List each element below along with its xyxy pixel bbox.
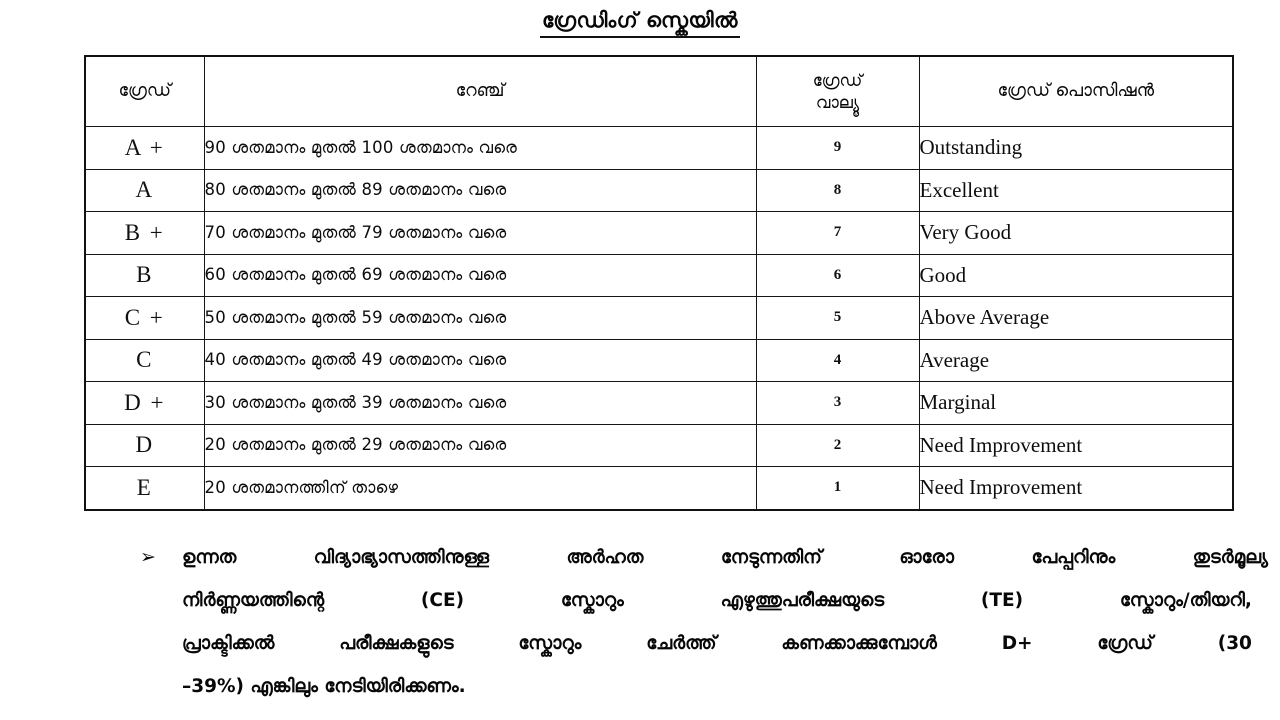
cell-grade-7: D [85, 424, 204, 467]
page-title [0, 6, 1280, 38]
cell-range-4: 50 ശതമാനം മുതൽ 59 ശതമാനം വരെ [204, 297, 756, 340]
cell-range-2: 70 ശതമാനം മുതൽ 79 ശതമാനം വരെ [204, 212, 756, 255]
cell-range-8: 20 ശതമാനത്തിന് താഴെ [204, 467, 756, 510]
note-line-2 [182, 579, 1252, 622]
table-row [85, 424, 1233, 467]
column-header-grade-value-line2: വാല്യൂ [815, 92, 860, 112]
cell-grade-position-1: Excellent [919, 169, 1233, 212]
cell-grade-value-0: 9 [756, 127, 919, 170]
note-word: (TE) [980, 590, 1024, 611]
cell-grade-position-8: Need Improvement [919, 467, 1233, 510]
cell-range-1: 80 ശതമാനം മുതൽ 89 ശതമാനം വരെ [204, 169, 756, 212]
grading-scale-table [84, 55, 1234, 511]
cell-grade-position-2: Very Good [919, 212, 1233, 255]
table-row [85, 382, 1233, 425]
cell-grade-value-4: 5 [756, 297, 919, 340]
cell-grade-value-8: 1 [756, 467, 919, 510]
column-header-grade: ഗ്രേഡ് [85, 56, 204, 127]
note-word: നിർണ്ണയത്തിന്റെ [182, 590, 325, 611]
cell-range-6: 30 ശതമാനം മുതൽ 39 ശതമാനം വരെ [204, 382, 756, 425]
column-header-range: റേഞ്ച് [204, 56, 756, 127]
note-word: പ്രാക്ടിക്കൽ [182, 633, 275, 654]
cell-grade-6: D + [85, 382, 204, 425]
cell-grade-value-6: 3 [756, 382, 919, 425]
note-word: തുടർമൂല്യ [1192, 547, 1268, 568]
note-word: എഴുത്തുപരീക്ഷയുടെ [720, 590, 885, 611]
cell-grade-0: A + [85, 127, 204, 170]
column-header-grade-value-line1: ഗ്രേഡ് [812, 70, 863, 90]
note-word: ചേർത്ത് [646, 633, 717, 654]
cell-grade-value-5: 4 [756, 339, 919, 382]
bullet-arrow-icon: ➢ [140, 546, 156, 568]
cell-grade-value-2: 7 [756, 212, 919, 255]
cell-grade-position-0: Outstanding [919, 127, 1233, 170]
eligibility-note [140, 536, 1268, 708]
note-word: സ്കോറും [518, 633, 582, 654]
cell-grade-position-3: Good [919, 254, 1233, 297]
cell-grade-8: E [85, 467, 204, 510]
page-title-text: ഗ്രേഡിംഗ് സ്കെയിൽ [540, 6, 740, 38]
note-line-4: –39%) എങ്കിലും നേടിയിരിക്കണം. [182, 676, 466, 697]
cell-grade-position-6: Marginal [919, 382, 1233, 425]
note-word: സ്കോറും/തിയറി, [1119, 590, 1252, 611]
cell-grade-1: A [85, 169, 204, 212]
note-word: നേടുന്നതിന് [720, 547, 822, 568]
cell-range-3: 60 ശതമാനം മുതൽ 69 ശതമാനം വരെ [204, 254, 756, 297]
cell-grade-5: C [85, 339, 204, 382]
note-word: ഉന്നത [182, 547, 237, 568]
cell-grade-value-3: 6 [756, 254, 919, 297]
note-word: സ്കോറും [560, 590, 624, 611]
cell-grade-2: B + [85, 212, 204, 255]
note-line-3 [182, 622, 1252, 665]
note-word: പേപ്പറിനും [1031, 547, 1116, 568]
cell-range-7: 20 ശതമാനം മുതൽ 29 ശതമാനം വരെ [204, 424, 756, 467]
table-row [85, 467, 1233, 510]
grading-scale-table-container [84, 55, 1232, 511]
eligibility-note-text [182, 536, 1268, 708]
table-row [85, 127, 1233, 170]
table-row [85, 339, 1233, 382]
cell-grade-position-4: Above Average [919, 297, 1233, 340]
table-row [85, 297, 1233, 340]
note-word: കണക്കാക്കുമ്പോൾ [781, 633, 937, 654]
cell-range-0: 90 ശതമാനം മുതൽ 100 ശതമാനം വരെ [204, 127, 756, 170]
table-body [85, 127, 1233, 510]
note-line-1 [182, 536, 1268, 579]
cell-grade-3: B [85, 254, 204, 297]
table-row [85, 212, 1233, 255]
table-row [85, 169, 1233, 212]
note-word: (CE) [420, 590, 465, 611]
note-word: D+ [1001, 633, 1033, 654]
cell-grade-value-7: 2 [756, 424, 919, 467]
cell-grade-position-7: Need Improvement [919, 424, 1233, 467]
note-word: പരീക്ഷകളുടെ [339, 633, 454, 654]
cell-range-5: 40 ശതമാനം മുതൽ 49 ശതമാനം വരെ [204, 339, 756, 382]
column-header-grade-position: ഗ്രേഡ് പൊസിഷൻ [919, 56, 1233, 127]
note-word: വിദ്യാഭ്യാസത്തിനുള്ള [313, 547, 489, 568]
table-row [85, 254, 1233, 297]
column-header-grade-value [756, 56, 919, 127]
note-word: ഓരോ [899, 547, 955, 568]
cell-grade-4: C + [85, 297, 204, 340]
note-word: (30 [1217, 633, 1252, 654]
note-word: അർഹത [566, 547, 644, 568]
table-header-row [85, 56, 1233, 127]
cell-grade-value-1: 8 [756, 169, 919, 212]
cell-grade-position-5: Average [919, 339, 1233, 382]
note-word: ഗ്രേഡ് [1097, 633, 1153, 654]
